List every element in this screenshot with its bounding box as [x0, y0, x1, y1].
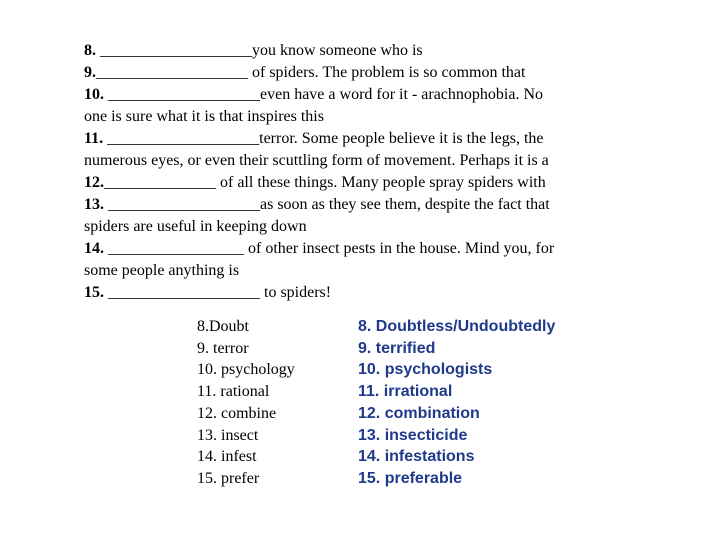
- question-number: 8.: [84, 42, 96, 59]
- root-word-item: 13. insect: [197, 426, 259, 444]
- root-word-item: 12. combine: [197, 404, 277, 422]
- passage-line: [84, 238, 624, 260]
- question-number: 15.: [84, 284, 104, 301]
- passage-text: ___________________ of spiders. The problem is so common that: [96, 64, 526, 81]
- answer-key-item: 13. insecticide: [358, 426, 468, 444]
- passage-text: one is sure what it is that inspires this: [84, 108, 324, 125]
- passage-line: [84, 282, 624, 304]
- answer-key-list: [358, 316, 555, 490]
- question-number: 13.: [84, 196, 104, 213]
- passage-line: [84, 172, 624, 194]
- passage-line: [84, 106, 624, 128]
- root-word-item: 8.Doubt: [197, 318, 249, 335]
- passage-line: [84, 62, 624, 84]
- passage-text: some people anything is: [84, 262, 240, 279]
- answer-key-item: 10. psychologists: [358, 361, 493, 379]
- passage-text: ___________________ to spiders!: [104, 284, 332, 301]
- passage-line: [84, 40, 624, 62]
- passage-text: ___________________even have a word for it - arachnophobia. No: [104, 86, 543, 103]
- passage-line: [84, 216, 624, 238]
- passage-text: _________________ of other insect pests in the house. Mind you, for: [104, 240, 555, 257]
- passage-text: numerous eyes, or even their scuttling form of movement. Perhaps it is a: [84, 152, 549, 169]
- question-number: 10.: [84, 86, 104, 103]
- passage-text: ___________________as soon as they see them, despite the fact that: [104, 196, 550, 213]
- passage-text: ___________________you know someone who is: [96, 42, 423, 59]
- passage-line: [84, 260, 624, 282]
- root-word-list: [197, 316, 295, 490]
- question-number: 11.: [84, 130, 104, 147]
- root-word-item: 14. infest: [197, 448, 257, 466]
- passage-line: [84, 150, 624, 172]
- answer-key-item: 12. combination: [358, 404, 480, 422]
- root-word-item: 11. rational: [197, 383, 270, 401]
- cloze-passage: [84, 40, 624, 304]
- passage-line: [84, 194, 624, 216]
- answer-key-item: 11. irrational: [358, 383, 453, 401]
- root-word-item: 10. psychology: [197, 361, 295, 379]
- passage-text: ___________________terror. Some people believe it is the legs, the: [103, 130, 544, 147]
- passage-text: ______________ of all these things. Many people spray spiders with: [104, 174, 546, 191]
- root-word-item: 15. prefer: [197, 469, 260, 487]
- answer-key-item: 9. terrified: [358, 339, 436, 357]
- question-number: 12.: [84, 174, 104, 191]
- passage-line: [84, 128, 624, 150]
- root-word-item: 9. terror: [197, 339, 249, 357]
- answer-key-item: 15. preferable: [358, 469, 463, 487]
- question-number: 14.: [84, 240, 104, 257]
- passage-line: [84, 84, 624, 106]
- answer-key-item: 14. infestations: [358, 448, 475, 466]
- answer-key-item: 8. Doubtless/Undoubtedly: [358, 318, 556, 335]
- question-number: 9.: [84, 64, 96, 81]
- passage-text: spiders are useful in keeping down: [84, 218, 307, 235]
